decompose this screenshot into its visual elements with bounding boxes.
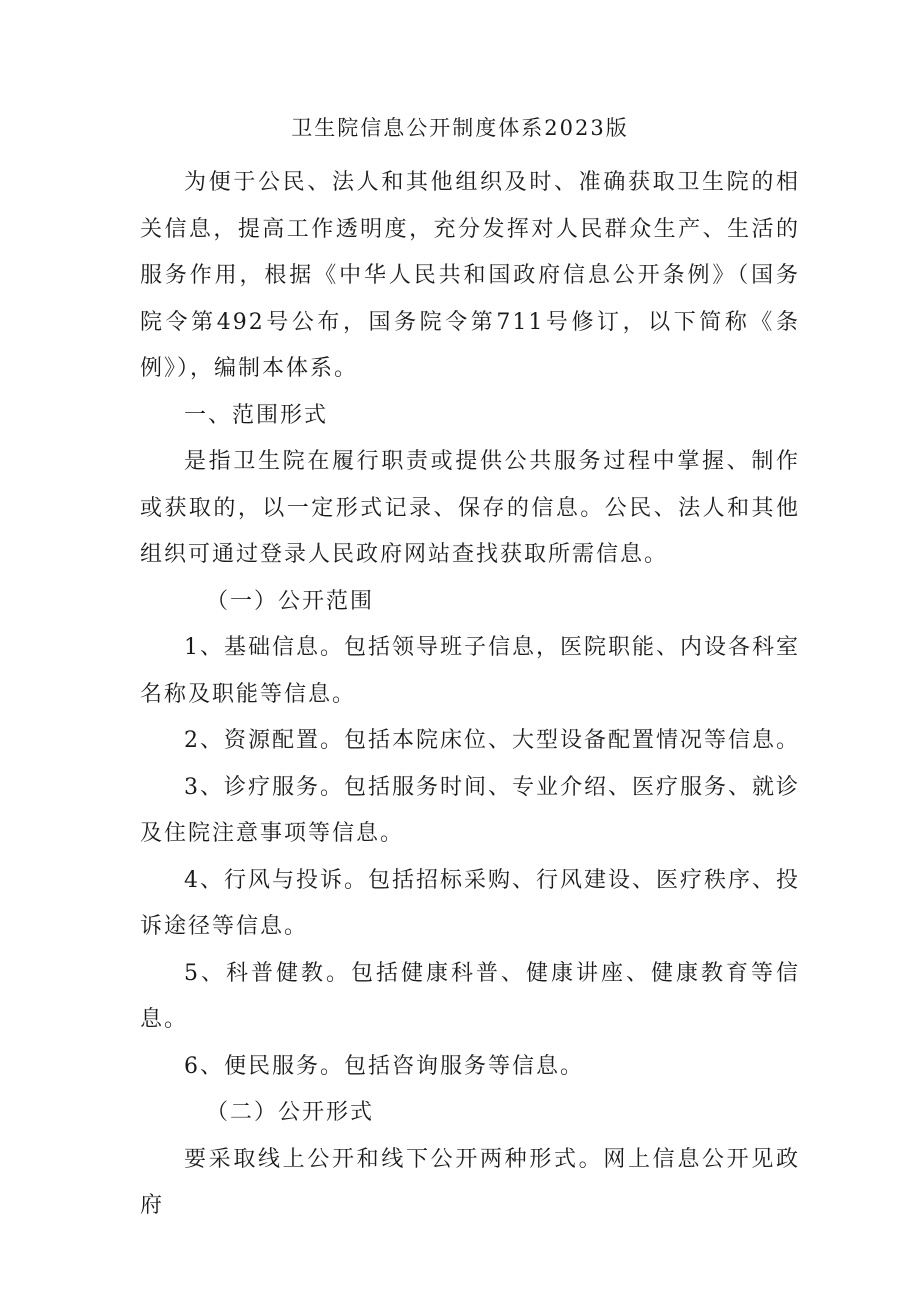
list-item: 6、便民服务。包括咨询服务等信息。 <box>184 1053 584 1079</box>
list-item: 1、基础信息。包括领导班子信息，医院职能、内设各科室名称及职能等信息。 <box>140 635 800 707</box>
subsection-heading: （二）公开形式 <box>206 1100 375 1125</box>
document-body <box>140 160 800 1230</box>
form-paragraph: 要采取线上公开和线下公开两种形式。网上信息公开见政府 <box>140 1146 800 1218</box>
subsection-heading: （一）公开范围 <box>206 588 375 614</box>
list-item: 5、科普健教。包括健康科普、健康讲座、健康教育等信息。 <box>140 960 800 1032</box>
document-title: 卫生院信息公开制度体系2023版 <box>291 116 629 140</box>
scope-paragraph: 是指卫生院在履行职责或提供公共服务过程中掌握、制作或获取的，以一定形式记录、保存的信息。公民、法人和其他组织可通过登录人民政府网站查找获取所需信息。 <box>140 449 800 567</box>
intro-paragraph: 为便于公民、法人和其他组织及时、准确获取卫生院的相关信息，提高工作透明度，充分发挥对人民群众生产、生活的服务作用，根据《中华人民共和国政府信息公开条例》（国务院令第492号公布，国务院令第711号修订，以下简称《条例》），编制本体系。 <box>140 170 800 381</box>
list-item: 3、诊疗服务。包括服务时间、专业介绍、医疗服务、就诊及住院注意事项等信息。 <box>140 774 800 846</box>
list-item: 2、资源配置。包括本院床位、大型设备配置情况等信息。 <box>184 728 800 753</box>
section-heading: 一、范围形式 <box>184 402 329 428</box>
list-item: 4、行风与投诉。包括招标采购、行风建设、医疗秩序、投诉途径等信息。 <box>140 867 800 939</box>
